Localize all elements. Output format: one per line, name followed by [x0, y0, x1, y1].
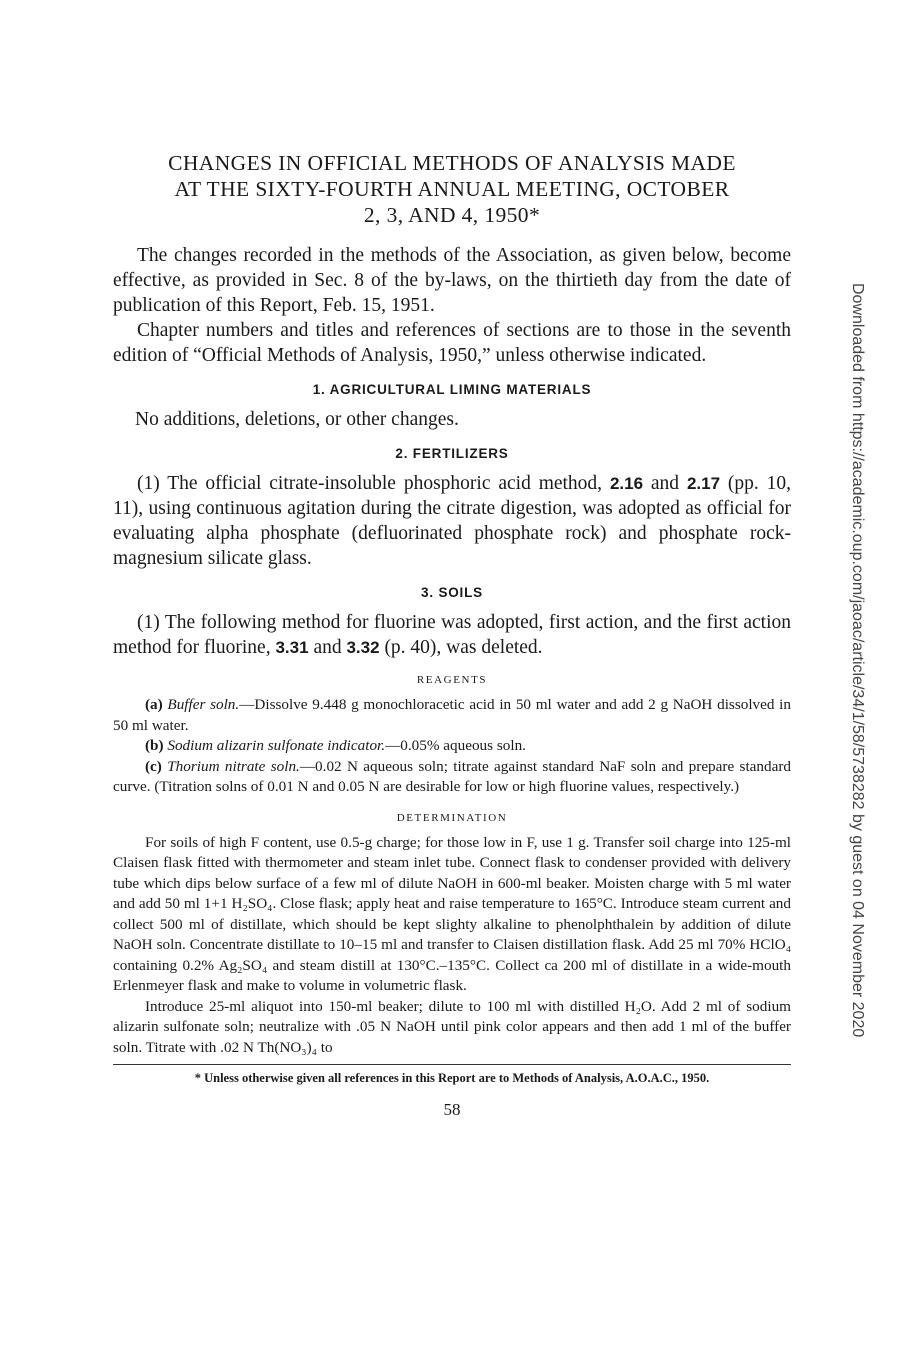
title-line: CHANGES IN OFFICIAL METHODS OF ANALYSIS MADE: [168, 151, 736, 175]
reagents-list: [113, 695, 791, 798]
determination-paragraph: Introduce 25-ml aliquot into 150-ml beaker; dilute to 100 ml with distilled H₂O. Add 2 ml of sodium alizarin sulfonate soln; neutralize with .05 N NaOH until pink color appears and then add 1 ml of the buffer soln. Titrate with .02 N Th(NO₃)₄ to: [113, 997, 791, 1056]
section-heading: 1. AGRICULTURAL LIMING MATERIALS: [312, 382, 592, 397]
reagents-heading: REAGENTS: [416, 674, 488, 686]
determination-heading: DETERMINATION: [396, 811, 508, 824]
footnote-divider: [113, 1064, 791, 1065]
section-heading: 2. FERTILIZERS: [395, 446, 509, 461]
section-reference: 2.16: [609, 474, 644, 493]
page-title: [113, 150, 791, 228]
page-number: 58: [443, 1100, 461, 1119]
section-reference: 3.32: [346, 638, 380, 657]
section-text: No additions, deletions, or other changes.: [135, 409, 459, 430]
reagent-item: (c) Thorium nitrate soln.—0.02 N aqueous soln; titrate against standard NaF soln and prepare standard curve. (Titration solns of 0.01 N and 0.05 N are desirable for low or high fluorine values, respectively.): [113, 757, 791, 795]
intro-paragraph: Chapter numbers and titles and references of sections are to those in the seventh edition of “Official Methods of Analysis, 1950,” unless otherwise indicated.: [113, 320, 791, 366]
page-content: [113, 150, 791, 1120]
intro: [113, 243, 791, 368]
reagent-item: (a) Buffer soln.—Dissolve 9.448 g monochloracetic acid in 50 ml water and add 2 g NaOH dissolved in 50 ml water.: [113, 696, 791, 734]
reagent-item: (b) Sodium alizarin sulfonate indicator.—0.05% aqueous soln.: [145, 737, 526, 754]
section-reference: 2.17: [686, 474, 721, 493]
section-reference: 3.31: [275, 638, 309, 657]
download-watermark: Downloaded from https://academic.oup.com/jaoac/article/34/1/58/5738282 by guest on 04 November 2020: [849, 283, 866, 1038]
intro-paragraph: The changes recorded in the methods of the Association, as given below, become effective, as provided in Sec. 8 of the by-laws, on the thirtieth day from the date of publication of this Report, Feb. 15, 1951.: [113, 245, 791, 316]
determination-text: [113, 833, 791, 1059]
section-paragraph: (1) The official citrate-insoluble phosphoric acid method, 2.16 and 2.17 (pp. 10, 11), using continuous agitation during the citrate digestion, was adopted as official for evaluating alpha phosphate (defluorinated phosphate rock) and phosphate rock-magnesium silicate glass.: [113, 473, 792, 569]
title-line: 2, 3, AND 4, 1950*: [363, 203, 541, 227]
determination-paragraph: For soils of high F content, use 0.5-g charge; for those low in F, use 1 g. Transfer soil charge into 125-ml Claisen flask fitted with thermometer and steam inlet tube. Connect flask to condenser provided with delivery tube which dips below surface of a few ml of dilute NaOH in 600-ml beaker. Moisten charge with 5 ml water and add 50 ml 1+1 H₂SO₄. Close flask; apply heat and raise temperature to 165°C. Introduce steam current and collect 500 ml of distillate, which should be kept slighty alkaline to phenolphthalein by addition of dilute NaOH soln. Concentrate distillate to 10–15 ml and transfer to Claisen distillation flask. Add 25 ml 70% HClO₄ containing 0.2% Ag₂SO₄ and steam distill at 130°C.–135°C. Collect ca 200 ml of distillate in a wide-mouth Erlenmeyer flask and make to volume in volumetric flask.: [113, 833, 791, 994]
section-heading: 3. SOILS: [421, 585, 483, 600]
footnote: * Unless otherwise given all references in this Report are to Methods of Analysis, A.O.A.C., 1950.: [194, 1071, 710, 1085]
section-paragraph: (1) The following method for fluorine was adopted, first action, and the first action method for fluorine, 3.31 and 3.32 (p. 40), was deleted.: [113, 612, 791, 658]
title-line: AT THE SIXTY-FOURTH ANNUAL MEETING, OCTOBER: [174, 177, 730, 201]
